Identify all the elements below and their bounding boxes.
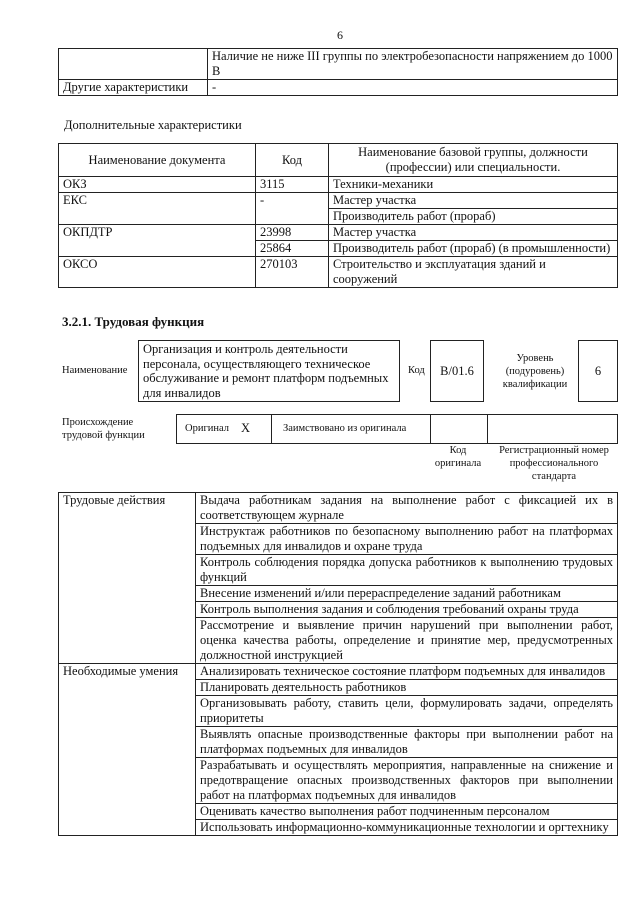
header-cell: Наименование базовой группы, должности (профессии) или специальности. <box>329 144 618 177</box>
table-cell: Мастер участка <box>329 225 618 241</box>
action-item: Выдача работникам задания на выполнение работ с фиксацией их в соответствующем журнале <box>196 493 618 524</box>
table-row <box>59 193 618 209</box>
action-item: Контроль выполнения задания и соблюдения требований охраны труда <box>196 602 618 618</box>
table-cell: - <box>256 193 329 225</box>
origin-label: Происхождение трудовой функции <box>62 417 145 441</box>
table-cell: - <box>208 80 618 96</box>
function-heading: 3.2.1. Трудовая функция <box>62 314 205 329</box>
header-cell: Наименование документа <box>59 144 256 177</box>
qualification-level-box: 6 <box>578 340 618 402</box>
table-cell: Техники-механики <box>329 177 618 193</box>
function-name-label: Наименование <box>62 365 128 376</box>
table-row <box>59 177 618 193</box>
skill-item: Оценивать качество выполнения работ подчиненным персоналом <box>196 804 618 820</box>
table-cell: ЕКС <box>59 193 256 225</box>
top-characteristics-table <box>58 48 618 96</box>
table-cell: Наличие не ниже III группы по электробезопасности напряжением до 1000 В <box>208 49 618 80</box>
origin-box <box>176 414 618 444</box>
table-cell: ОКСО <box>59 257 256 288</box>
table-cell: 3115 <box>256 177 329 193</box>
function-code-label: Код <box>408 365 425 376</box>
table-row <box>59 493 618 524</box>
table-cell: Другие характеристики <box>59 80 208 96</box>
table-cell: 270103 <box>256 257 329 288</box>
origin-code-label: Код оригинала <box>434 445 482 469</box>
divider <box>430 415 431 443</box>
table-cell: Производитель работ (прораб) <box>329 209 618 225</box>
table-cell: 23998 <box>256 225 329 241</box>
skill-item: Планировать деятельность работников <box>196 680 618 696</box>
table-row <box>59 49 618 80</box>
function-name-box: Организация и контроль деятельности персонала, осуществляющего техническое обслуживание и ремонт платформ подъемных для инвалидов <box>138 340 400 402</box>
skill-item: Анализировать техническое состояние платформ подъемных для инвалидов <box>196 664 618 680</box>
table-row <box>59 257 618 288</box>
table-cell: Мастер участка <box>329 193 618 209</box>
table-cell: Строительство и эксплуатация зданий и сооружений <box>329 257 618 288</box>
reg-number-label: Регистрационный номер профессионального стандарта <box>499 445 609 482</box>
skill-item: Выявлять опасные производственные факторы при выполнении работ на платформах подъемных для инвалидов <box>196 727 618 758</box>
table-cell: 25864 <box>256 241 329 257</box>
table-row <box>59 80 618 96</box>
function-details-table <box>58 492 618 836</box>
borrowed-label: Заимствовано из оригинала <box>283 423 407 434</box>
table-cell: Производитель работ (прораб) (в промышленности) <box>329 241 618 257</box>
function-code-box: B/01.6 <box>430 340 484 402</box>
divider <box>487 415 488 443</box>
actions-label: Трудовые действия <box>59 493 196 664</box>
table-header-row <box>59 144 618 177</box>
action-item: Инструктаж работников по безопасному выполнению работ на платформах подъемных для инвалидов и охране труда <box>196 524 618 555</box>
action-item: Внесение изменений и/или перераспределение заданий работникам <box>196 586 618 602</box>
skills-label: Необходимые умения <box>59 664 196 836</box>
skill-item: Организовывать работу, ставить цели, формулировать задачи, определять приоритеты <box>196 696 618 727</box>
table-cell: ОКПДТР <box>59 225 256 257</box>
qualification-level-label: Уровень (подуровень) квалификации <box>502 353 568 390</box>
table-cell: ОКЗ <box>59 177 256 193</box>
table-cell <box>59 49 208 80</box>
action-item: Рассмотрение и выявление причин нарушений при выполнении работ, оценка качества работы, определение и принятие мер, предусмотренных должностной инструкцией <box>196 618 618 664</box>
original-mark: X <box>241 421 251 435</box>
skill-item: Использовать информационно-коммуникационные технологии и оргтехнику <box>196 820 618 836</box>
additional-characteristics-table <box>58 143 618 288</box>
table-row <box>59 225 618 241</box>
table-row <box>59 664 618 680</box>
divider <box>271 415 272 443</box>
original-label: Оригинал <box>185 423 229 434</box>
page-number: 6 <box>337 28 343 42</box>
skill-item: Разрабатывать и осуществлять мероприятия, направленные на снижение и предотвращение опасных производственных факторов при выполнении работ на платформах подъемных для инвалидов <box>196 758 618 804</box>
section-title: Дополнительные характеристики <box>64 118 242 132</box>
action-item: Контроль соблюдения порядка допуска работников к выполнению трудовых функций <box>196 555 618 586</box>
header-cell: Код <box>256 144 329 177</box>
